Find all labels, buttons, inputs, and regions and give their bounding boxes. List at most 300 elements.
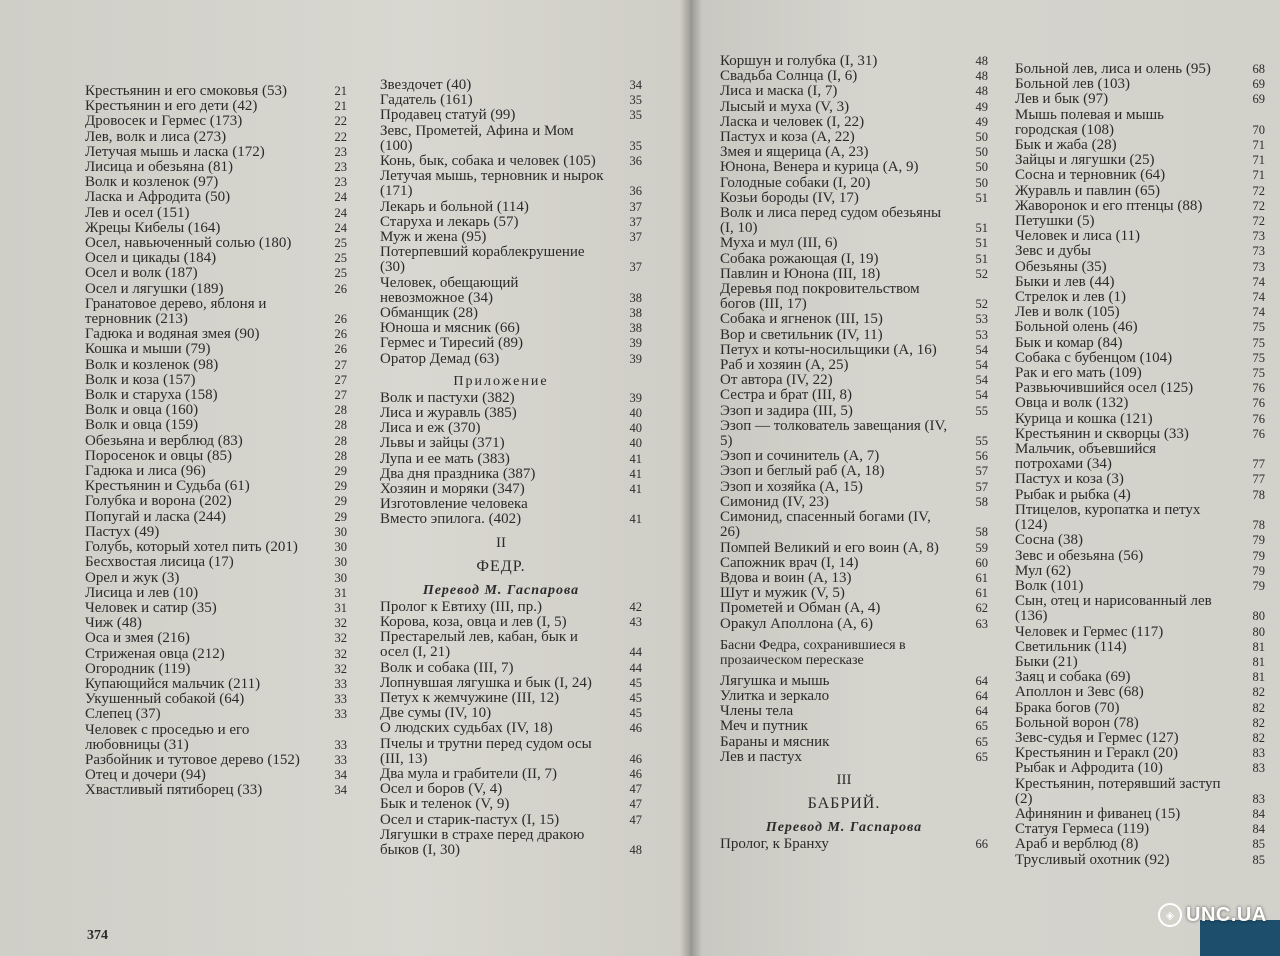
entry-title: Аполлон и Зевс (68) <box>1015 684 1144 701</box>
entry-page-number: 33 <box>334 752 347 767</box>
toc-entry <box>1015 761 1265 776</box>
entry-page-number: 37 <box>629 260 642 275</box>
toc-entry <box>380 352 642 367</box>
toc-entry <box>1015 837 1265 852</box>
entry-title: Развьючившийся осел (125) <box>1015 380 1194 397</box>
entry-page-number: 48 <box>975 69 988 84</box>
toc-entry <box>85 373 347 388</box>
entry-page-number: 37 <box>629 214 642 229</box>
entry-page-number: 63 <box>975 616 988 631</box>
entry-title: Оса и змея (216) <box>85 630 190 647</box>
entry-title: Мул (62) <box>1015 562 1072 579</box>
entry-title: Бык и жаба (28) <box>1015 137 1117 154</box>
entry-page-number: 57 <box>975 464 988 479</box>
entry-title: Гермес и Тиресий (89) <box>380 335 523 352</box>
toc-entry <box>1015 701 1265 716</box>
entry-page-number: 77 <box>1252 472 1265 487</box>
entry-title: Обезьяны (35) <box>1015 258 1107 275</box>
entry-title: Эзоп и хозяйка (А, 15) <box>720 478 863 495</box>
entry-page-number: 73 <box>1252 229 1265 244</box>
entry-page-number: 32 <box>334 616 347 631</box>
entry-page-number: 35 <box>629 93 642 108</box>
toc-entry <box>720 541 988 556</box>
entry-page-number: 49 <box>975 99 988 114</box>
toc-entry <box>1015 625 1265 640</box>
entry-title: Вдова и воин (А, 13) <box>720 569 852 586</box>
entry-page-number: 68 <box>1252 62 1265 76</box>
entry-title: Лекарь и больной (114) <box>380 198 529 215</box>
entry-title: Вор и светильник (IV, 11) <box>720 326 883 343</box>
entry-page-number: 85 <box>1252 852 1265 867</box>
entry-title: Конь, бык, собака и человек (105) <box>380 153 596 170</box>
entry-title: Брака богов (70) <box>1015 699 1120 716</box>
book-gutter <box>680 0 702 956</box>
entry-title: Престарелый лев, кабан, бык и осел (I, 21) <box>380 629 578 661</box>
entry-title: Лысый и муха (V, 3) <box>720 98 850 115</box>
toc-entry <box>720 719 988 734</box>
entry-page-number: 61 <box>975 570 988 585</box>
entry-title: Пролог, к Бранху <box>720 835 829 852</box>
toc-entry <box>1015 427 1265 442</box>
entry-page-number: 35 <box>629 138 642 153</box>
entry-title: Юноша и мясник (66) <box>380 320 520 337</box>
toc-entry <box>85 251 347 266</box>
entry-page-number: 23 <box>334 160 347 175</box>
entry-title: Бесхвостая лисица (17) <box>85 554 234 571</box>
toc-entry <box>720 343 988 358</box>
entry-page-number: 51 <box>975 251 988 266</box>
entry-title: Деревья под покровительством богов (III, 17) <box>720 281 920 313</box>
entry-title: Ласка и человек (I, 22) <box>720 113 865 130</box>
entry-page-number: 78 <box>1252 487 1265 502</box>
entry-page-number: 32 <box>334 646 347 661</box>
toc-entry <box>720 449 988 464</box>
entry-title: Отец и дочери (94) <box>85 767 206 784</box>
entry-page-number: 55 <box>975 434 988 449</box>
toc-entry <box>85 175 347 190</box>
entry-title: Два мула и грабители (II, 7) <box>380 765 557 782</box>
entry-page-number: 33 <box>334 707 347 722</box>
entry-title: Сосна и терновник (64) <box>1015 167 1166 184</box>
entry-page-number: 37 <box>629 230 642 245</box>
entry-title: Сестра и брат (III, 8) <box>720 387 852 404</box>
entry-page-number: 28 <box>334 448 347 463</box>
entry-page-number: 64 <box>975 673 988 688</box>
entry-page-number: 31 <box>334 600 347 615</box>
entry-page-number: 48 <box>975 54 988 68</box>
toc-entry <box>1015 168 1265 183</box>
toc-entry <box>380 706 642 721</box>
toc-entry <box>380 676 642 691</box>
entry-page-number: 46 <box>629 721 642 736</box>
toc-entry <box>1015 731 1265 746</box>
entry-title: Лягушки в страхе перед дракою быков (I, 30) <box>380 826 585 858</box>
entry-title: Козьи бороды (IV, 17) <box>720 189 859 206</box>
toc-entry <box>720 115 988 130</box>
toc-entry <box>720 69 988 84</box>
entry-page-number: 72 <box>1252 214 1265 229</box>
entry-page-number: 75 <box>1252 320 1265 335</box>
toc-entry <box>720 586 988 601</box>
entry-page-number: 36 <box>629 184 642 199</box>
entry-page-number: 50 <box>975 130 988 145</box>
entry-page-number: 50 <box>975 145 988 160</box>
entry-page-number: 23 <box>334 144 347 159</box>
entry-page-number: 26 <box>334 312 347 327</box>
toc-entry <box>1015 396 1265 411</box>
entry-title: Львы и зайцы (371) <box>380 435 505 452</box>
section-note: Басни Федра, сохранившиеся в прозаическом пересказе <box>720 637 906 668</box>
entry-page-number: 82 <box>1252 700 1265 715</box>
entry-title: Обманщик (28) <box>380 305 478 322</box>
entry-page-number: 58 <box>975 525 988 540</box>
entry-page-number: 48 <box>975 84 988 99</box>
entry-page-number: 34 <box>334 783 347 798</box>
entry-title: Зайцы и лягушки (25) <box>1015 152 1155 169</box>
entry-page-number: 39 <box>629 336 642 351</box>
toc-entry <box>85 753 347 768</box>
entry-page-number: 64 <box>975 704 988 719</box>
toc-entry <box>85 342 347 357</box>
entry-title: Свадьба Солнца (I, 6) <box>720 68 858 85</box>
entry-title: Эзоп и сочинитель (А, 7) <box>720 448 880 465</box>
toc-entry <box>720 145 988 160</box>
entry-title: Члены тела <box>720 703 794 720</box>
entry-page-number: 75 <box>1252 366 1265 381</box>
toc-entry <box>85 783 347 798</box>
entry-title: Осел и цикады (184) <box>85 250 217 267</box>
page-number: 374 <box>87 928 108 943</box>
toc-entry <box>1015 579 1265 594</box>
entry-page-number: 34 <box>629 78 642 92</box>
entry-title: Вместо эпилога. (402) <box>380 511 522 528</box>
toc-entry <box>720 601 988 616</box>
toc-entry <box>85 190 347 205</box>
entry-title: Человек с проседью и его любовницы (31) <box>85 721 250 753</box>
toc-entry <box>380 336 642 351</box>
entry-title: Лев и волк (105) <box>1015 304 1120 321</box>
toc-entry <box>380 721 642 736</box>
entry-page-number: 53 <box>975 327 988 342</box>
entry-page-number: 61 <box>975 586 988 601</box>
entry-title: Рыбак и рыбка (4) <box>1015 486 1131 503</box>
toc-entry <box>85 510 347 525</box>
toc-entry <box>720 689 988 704</box>
toc-entry <box>1015 412 1265 427</box>
entry-title: Крестьянин, потерявший заступ (2) <box>1015 775 1221 807</box>
toc-entry <box>1015 472 1265 487</box>
toc-entry <box>720 735 988 750</box>
toc-entry <box>85 84 347 99</box>
entry-page-number: 30 <box>334 555 347 570</box>
entry-page-number: 73 <box>1252 259 1265 274</box>
toc-entry <box>1015 807 1265 822</box>
entry-title: Муха и мул (III, 6) <box>720 235 838 252</box>
entry-title: Крестьянин и Судьба (61) <box>85 478 250 495</box>
left-column-2 <box>380 78 642 858</box>
toc-entry <box>1015 640 1265 655</box>
toc-entry <box>1015 853 1265 868</box>
entry-page-number: 42 <box>629 599 642 614</box>
toc-entry <box>85 464 347 479</box>
entry-page-number: 64 <box>975 688 988 703</box>
entry-page-number: 43 <box>629 614 642 629</box>
entry-title: Лисица и лев (10) <box>85 584 199 601</box>
entry-page-number: 84 <box>1252 822 1265 837</box>
entry-page-number: 45 <box>629 706 642 721</box>
toc-entry <box>720 84 988 99</box>
toc-entry <box>85 327 347 342</box>
entry-title: Коршун и голубка (I, 31) <box>720 53 878 69</box>
entry-title: Сапожник врач (I, 14) <box>720 554 859 571</box>
toc-entry <box>720 404 988 419</box>
toc-entry <box>1015 290 1265 305</box>
entry-title: Два дня праздника (387) <box>380 465 536 482</box>
entry-page-number: 39 <box>629 390 642 405</box>
toc-entry <box>720 617 988 632</box>
entry-title: Рыбак и Афродита (10) <box>1015 760 1163 777</box>
entry-title: Трусливый охотник (92) <box>1015 851 1170 868</box>
entry-page-number: 30 <box>334 524 347 539</box>
toc-entry <box>1015 305 1265 320</box>
toc-entry <box>380 321 642 336</box>
entry-page-number: 85 <box>1252 837 1265 852</box>
toc-entry <box>85 494 347 509</box>
entry-title: Юнона, Венера и курица (А, 9) <box>720 159 919 176</box>
toc-entry <box>85 358 347 373</box>
entry-page-number: 81 <box>1252 639 1265 654</box>
entry-page-number: 53 <box>975 312 988 327</box>
entry-page-number: 75 <box>1252 350 1265 365</box>
toc-entry <box>1015 366 1265 381</box>
entry-page-number: 47 <box>629 812 642 827</box>
toc-entry <box>1015 92 1265 107</box>
entry-page-number: 52 <box>975 297 988 312</box>
toc-entry <box>85 601 347 616</box>
toc-entry <box>380 391 642 406</box>
entry-title: Быки (21) <box>1015 653 1078 670</box>
entry-title: Хозяин и моряки (347) <box>380 481 525 498</box>
toc-entry <box>85 236 347 251</box>
toc-entry <box>1015 777 1265 807</box>
toc-entry <box>720 312 988 327</box>
toc-entry <box>85 647 347 662</box>
toc-entry <box>380 169 642 199</box>
entry-page-number: 26 <box>334 342 347 357</box>
entry-title: Волк и лиса перед судом обезьяны (I, 10) <box>720 205 942 237</box>
entry-title: Волк и собака (III, 7) <box>380 659 514 676</box>
entry-page-number: 25 <box>334 236 347 251</box>
entry-title: Дровосек и Гермес (173) <box>85 113 243 130</box>
entry-page-number: 25 <box>334 266 347 281</box>
entry-page-number: 21 <box>334 84 347 98</box>
entry-page-number: 27 <box>334 388 347 403</box>
toc-entry <box>1015 685 1265 700</box>
entry-page-number: 65 <box>975 734 988 749</box>
entry-title: Мышь полевая и мышь городская (108) <box>1015 106 1164 138</box>
toc-entry <box>85 692 347 707</box>
entry-title: Гранатовое дерево, яблоня и терновник (213) <box>85 295 267 328</box>
entry-title: Гадюка и лиса (96) <box>85 463 206 480</box>
entry-title: Рак и его мать (109) <box>1015 365 1142 382</box>
toc-entry <box>380 200 642 215</box>
entry-page-number: 79 <box>1252 533 1265 548</box>
toc-entry <box>1015 549 1265 564</box>
toc-entry <box>720 373 988 388</box>
toc-entry <box>380 452 642 467</box>
entry-page-number: 46 <box>629 766 642 781</box>
toc-entry <box>720 160 988 175</box>
toc-entry <box>380 406 642 421</box>
entry-title: Светильник (114) <box>1015 638 1127 655</box>
entry-title: Петух к жемчужине (III, 12) <box>380 689 560 706</box>
entry-title: Бык и комар (84) <box>1015 334 1123 351</box>
toc-entry <box>85 221 347 236</box>
entry-title: Лев и осел (151) <box>85 204 190 221</box>
toc-entry <box>85 206 347 221</box>
entry-page-number: 38 <box>629 321 642 336</box>
entry-title: Орел и жук (3) <box>85 569 180 586</box>
entry-title: Две сумы (IV, 10) <box>380 705 492 722</box>
entry-title: От автора (IV, 22) <box>720 372 833 389</box>
entry-page-number: 76 <box>1252 381 1265 396</box>
toc-entry <box>380 615 642 630</box>
entry-title: Лопнувшая лягушка и бык (I, 24) <box>380 674 592 691</box>
entry-page-number: 54 <box>975 373 988 388</box>
entry-page-number: 56 <box>975 449 988 464</box>
toc-entry <box>720 750 988 765</box>
toc-entry <box>720 704 988 719</box>
toc-entry <box>720 252 988 267</box>
entry-page-number: 74 <box>1252 290 1265 305</box>
entry-page-number: 69 <box>1252 77 1265 92</box>
entry-page-number: 48 <box>629 842 642 857</box>
section-heading: Перевод М. Гаспарова <box>422 582 580 598</box>
entry-title: Разбойник и тутовое дерево (152) <box>85 751 300 768</box>
section-heading: III <box>836 771 852 788</box>
entry-title: Стрелок и лев (1) <box>1015 289 1126 306</box>
entry-page-number: 36 <box>629 154 642 169</box>
entry-page-number: 24 <box>334 220 347 235</box>
entry-title: Хвастливый пятиборец (33) <box>85 782 263 799</box>
entry-page-number: 52 <box>975 266 988 281</box>
toc-entry <box>720 556 988 571</box>
toc-entry <box>380 93 642 108</box>
toc-entry <box>1015 381 1265 396</box>
toc-entry <box>85 616 347 631</box>
entry-page-number: 70 <box>1252 122 1265 137</box>
toc-entry <box>85 707 347 722</box>
toc-entry <box>380 630 642 660</box>
section-heading: БАБРИЙ. <box>807 794 881 812</box>
entry-title: Араб и верблюд (8) <box>1015 836 1139 853</box>
entry-title: Лев, волк и лиса (273) <box>85 128 227 145</box>
toc-entry <box>720 495 988 510</box>
entry-page-number: 83 <box>1252 746 1265 761</box>
entry-title: Голодные собаки (I, 20) <box>720 174 871 191</box>
entry-title: Курица и кошка (121) <box>1015 410 1153 427</box>
entry-page-number: 34 <box>334 768 347 783</box>
entry-title: Петушки (5) <box>1015 213 1095 230</box>
toc-entry <box>85 723 347 753</box>
entry-page-number: 44 <box>629 645 642 660</box>
left-column-1 <box>85 84 347 799</box>
entry-page-number: 57 <box>975 479 988 494</box>
toc-entry <box>85 418 347 433</box>
entry-page-number: 40 <box>629 436 642 451</box>
toc-entry <box>85 525 347 540</box>
entry-page-number: 78 <box>1252 518 1265 533</box>
entry-title: Голубка и ворона (202) <box>85 493 232 510</box>
entry-title: Эзоп и беглый раб (А, 18) <box>720 463 885 480</box>
toc-entry <box>720 358 988 373</box>
entry-title: Человек и лиса (11) <box>1015 228 1141 245</box>
entry-title: Попугай и ласка (244) <box>85 508 226 525</box>
entry-page-number: 79 <box>1252 563 1265 578</box>
entry-page-number: 82 <box>1252 730 1265 745</box>
entry-page-number: 27 <box>334 372 347 387</box>
entry-title: Волк и козленок (98) <box>85 356 219 373</box>
toc-entry <box>1015 503 1265 533</box>
entry-page-number: 40 <box>629 406 642 421</box>
entry-title: Волк и старуха (158) <box>85 387 218 404</box>
entry-page-number: 35 <box>629 108 642 123</box>
entry-page-number: 71 <box>1252 138 1265 153</box>
entry-page-number: 59 <box>975 540 988 555</box>
toc-entry <box>85 586 347 601</box>
entry-page-number: 41 <box>629 482 642 497</box>
entry-page-number: 33 <box>334 737 347 752</box>
toc-entry <box>720 176 988 191</box>
toc-entry <box>380 737 642 767</box>
entry-title: Человек, обещающий невозможное (34) <box>380 274 519 306</box>
entry-title: Волк и пастухи (382) <box>380 389 515 406</box>
entry-page-number: 55 <box>975 403 988 418</box>
toc-entry <box>720 267 988 282</box>
toc-entry <box>85 555 347 570</box>
entry-page-number: 74 <box>1252 274 1265 289</box>
entry-page-number: 23 <box>334 175 347 190</box>
entry-page-number: 69 <box>1252 92 1265 107</box>
entry-page-number: 22 <box>334 129 347 144</box>
entry-page-number: 82 <box>1252 685 1265 700</box>
entry-title: Человек и сатир (35) <box>85 599 217 616</box>
section-heading: II <box>496 534 506 551</box>
toc-entry <box>720 54 988 69</box>
entry-page-number: 82 <box>1252 715 1265 730</box>
entry-page-number: 72 <box>1252 183 1265 198</box>
toc-entry <box>720 328 988 343</box>
toc-entry <box>1015 716 1265 731</box>
entry-title: Слепец (37) <box>85 706 161 723</box>
toc-entry <box>1015 336 1265 351</box>
entry-page-number: 26 <box>334 327 347 342</box>
toc-entry <box>85 145 347 160</box>
right-page <box>690 0 1280 956</box>
entry-title: Сын, отец и нарисованный лев (136) <box>1015 593 1212 625</box>
toc-entry <box>85 434 347 449</box>
entry-title: Крестьянин и его смоковья (53) <box>85 83 288 99</box>
entry-title: Голубь, который хотел пить (201) <box>85 539 298 556</box>
toc-entry <box>720 130 988 145</box>
entry-title: Ласка и Афродита (50) <box>85 189 231 206</box>
toc-entry <box>380 813 642 828</box>
entry-title: Мальчик, объевшийся потрохами (34) <box>1015 441 1157 473</box>
entry-page-number: 39 <box>629 351 642 366</box>
entry-page-number: 41 <box>629 466 642 481</box>
toc-entry <box>380 467 642 482</box>
entry-page-number: 21 <box>334 99 347 114</box>
